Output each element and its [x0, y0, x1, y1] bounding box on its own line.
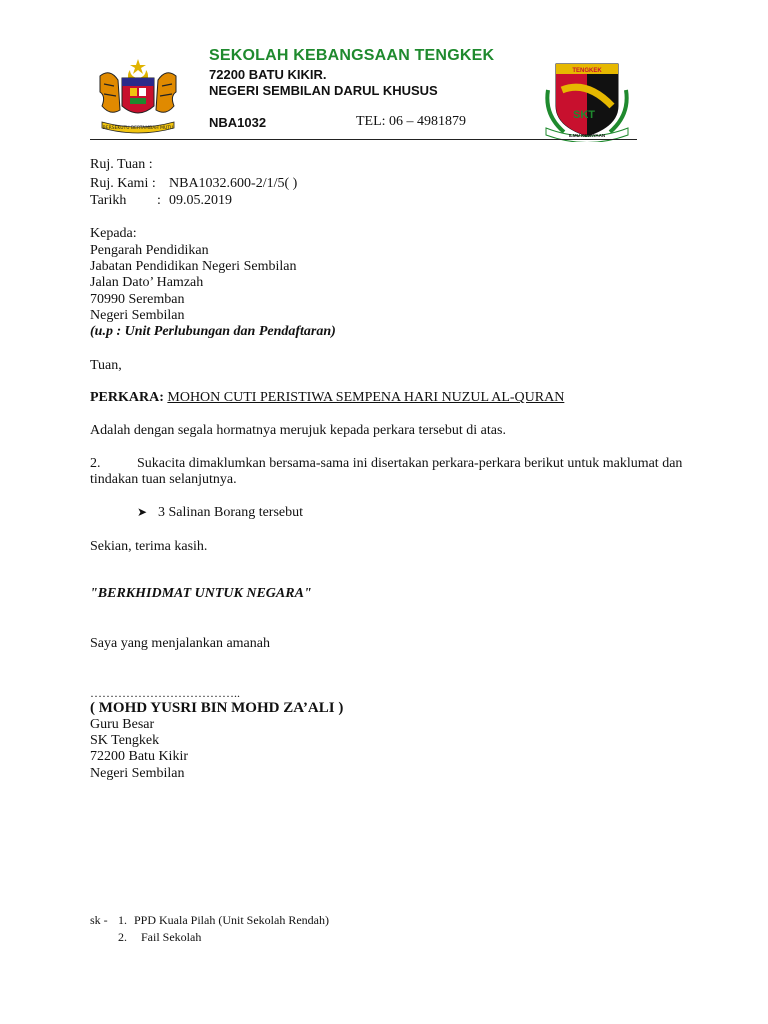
tarikh-label: Tarikh	[90, 193, 127, 208]
paragraph-1: Adalah dengan segala hormatnya merujuk kepada perkara tersebut di atas.	[90, 423, 506, 438]
ruj-tuan-label: Ruj. Tuan :	[90, 157, 153, 172]
trust-line: Saya yang menjalankan amanah	[90, 636, 270, 651]
cc-item-number: 2.	[118, 930, 127, 944]
motto: "BERKHIDMAT UNTUK NEGARA"	[90, 586, 312, 601]
school-name: SEKOLAH KEBANGSAAN TENGKEK	[209, 47, 495, 64]
recipient-line: Pengarah Pendidikan	[90, 243, 209, 258]
paragraph-2-line2: tindakan tuan selanjutnya.	[90, 472, 237, 487]
recipient-line: 70990 Seremban	[90, 292, 185, 307]
paragraph-2-line1: Sukacita dimaklumkan bersama-sama ini disertakan perkara-perkara berikut untuk maklumat dan	[137, 456, 683, 471]
signatory-address1: 72200 Batu Kikir	[90, 749, 188, 764]
letterhead-divider	[90, 139, 637, 140]
signatory-name: ( MOHD YUSRI BIN MOHD ZA’ALI )	[90, 700, 344, 716]
subject-line	[90, 390, 564, 406]
svg-text:TENGKEK: TENGKEK	[572, 68, 602, 74]
signatory-school: SK Tengkek	[90, 733, 160, 748]
cc-item-text: Fail Sekolah	[141, 930, 202, 944]
kepada-label: Kepada:	[90, 226, 137, 241]
malaysia-coat-of-arms	[92, 56, 184, 136]
ruj-kami-label: Ruj. Kami :	[90, 176, 156, 191]
cc-item-text: PPD Kuala Pilah (Unit Sekolah Rendah)	[134, 913, 329, 927]
salutation: Tuan,	[90, 358, 122, 373]
tarikh-colon: :	[157, 193, 161, 208]
svg-text:SKT: SKT	[573, 109, 595, 121]
bullet-item: 3 Salinan Borang tersebut	[158, 505, 304, 520]
recipient-line: Jabatan Pendidikan Negeri Sembilan	[90, 259, 297, 274]
svg-text:ILMU KEJAYAAN: ILMU KEJAYAAN	[568, 133, 606, 138]
school-address-line2: NEGERI SEMBILAN DARUL KHUSUS	[209, 83, 438, 98]
tarikh-value: 09.05.2019	[169, 193, 232, 208]
subject-text: MOHON CUTI PERISTIWA SEMPENA HARI NUZUL AL-QURAN	[167, 390, 565, 405]
cc-item-number: 1.	[118, 913, 127, 927]
recipient-line: Jalan Dato’ Hamzah	[90, 275, 204, 290]
arrow-bullet-icon: ➤	[137, 505, 148, 519]
signature-dots: ………………………………..	[90, 686, 240, 700]
closing: Sekian, terima kasih.	[90, 539, 208, 554]
attention-line: (u.p : Unit Perlubungan dan Pendaftaran)	[90, 324, 336, 339]
ruj-kami-value: NBA1032.600-2/1/5( )	[169, 176, 298, 191]
subject-label: PERKARA:	[90, 390, 164, 405]
signatory-address2: Negeri Sembilan	[90, 766, 185, 781]
school-code: NBA1032	[209, 115, 267, 130]
school-address-line1: 72200 BATU KIKIR.	[209, 67, 327, 82]
cc-label: sk -	[90, 913, 108, 927]
telephone-number: TEL: 06 – 4981879	[356, 114, 467, 129]
svg-text:BERSEKUTU BERTAMBAH MUTU: BERSEKUTU BERTAMBAH MUTU	[102, 126, 174, 131]
recipient-line: Negeri Sembilan	[90, 308, 185, 323]
school-logo	[542, 60, 632, 142]
signatory-title: Guru Besar	[90, 717, 155, 732]
paragraph-2-number: 2.	[90, 456, 101, 471]
